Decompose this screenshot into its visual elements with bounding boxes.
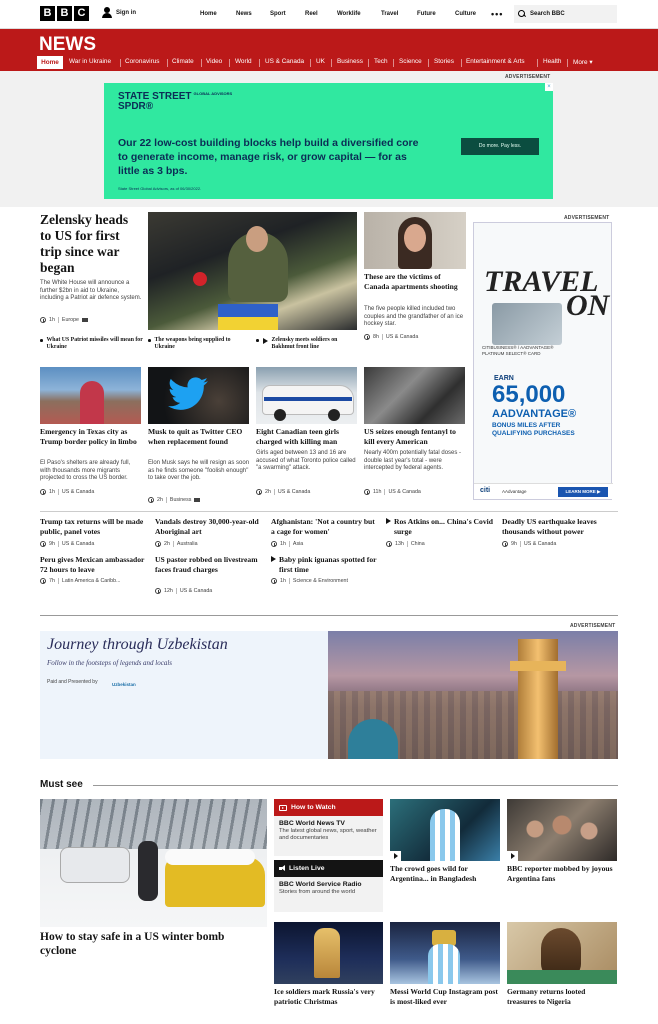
clock-icon bbox=[155, 541, 161, 547]
image-flag bbox=[218, 304, 278, 330]
ad-card-line: PLATINUM SELECT® CARD bbox=[482, 351, 541, 356]
lead-bullet-link[interactable] bbox=[148, 337, 252, 351]
row3-headline[interactable]: Deadly US earthquake leaves thousands without power bbox=[502, 517, 597, 536]
twitter-image[interactable] bbox=[148, 367, 249, 424]
section-tab-climate[interactable]: Climate bbox=[172, 58, 194, 65]
story-time: 2h bbox=[265, 489, 271, 495]
lead-bullet-link[interactable] bbox=[256, 337, 360, 351]
canada-victim-image[interactable] bbox=[364, 212, 466, 269]
section-tab-uk[interactable]: UK bbox=[316, 58, 325, 65]
must-see-headline[interactable]: BBC reporter mobbed by joyous Argentina fans bbox=[507, 864, 613, 883]
play-icon bbox=[394, 853, 398, 859]
section-tab-entertainment-arts[interactable]: Entertainment & Arts bbox=[466, 58, 525, 65]
top-nav-culture[interactable]: Culture bbox=[455, 11, 476, 17]
clock-icon bbox=[40, 489, 46, 495]
panel-title: BBC World News TV bbox=[279, 820, 345, 827]
section-separator bbox=[368, 59, 369, 67]
twitter-bird-icon bbox=[168, 377, 208, 411]
row3-headline[interactable]: Peru gives Mexican ambassador 72 hours to leave bbox=[40, 555, 145, 574]
story-time: 1h bbox=[49, 317, 55, 323]
clock-icon bbox=[155, 588, 161, 594]
section-tab-health[interactable]: Health bbox=[543, 58, 562, 65]
uzbekistan-logo: Uzbekistan bbox=[112, 682, 136, 687]
meta-divider bbox=[384, 489, 385, 495]
bbc-reporter-image[interactable] bbox=[507, 799, 617, 861]
meta-divider bbox=[58, 489, 59, 495]
row3-meta bbox=[271, 541, 303, 547]
section-separator bbox=[259, 59, 260, 67]
citi-logo: citi bbox=[480, 487, 491, 494]
video-badge bbox=[390, 851, 401, 861]
bullet-text: What US Patriot missiles will mean for Ukraine bbox=[46, 337, 143, 350]
story-time: 2h bbox=[157, 497, 163, 503]
image-wheel bbox=[274, 409, 286, 421]
news-logo[interactable]: NEWS bbox=[39, 34, 96, 55]
story-tag[interactable]: Science & Environment bbox=[292, 578, 348, 584]
section-separator bbox=[461, 59, 462, 67]
aa-logo: AAdvantage bbox=[502, 489, 527, 494]
row3-meta bbox=[386, 541, 425, 547]
bbc-top-bar bbox=[0, 0, 658, 29]
play-icon bbox=[263, 338, 268, 344]
clock-icon bbox=[271, 578, 277, 584]
story-time: 8h bbox=[373, 334, 379, 340]
row2-summary: Elon Musk says he will resign as soon as he finds someone "foolish enough" to take over the job. bbox=[148, 460, 250, 482]
section-separator bbox=[310, 59, 311, 67]
uz-ad-title: Journey through Uzbekistan bbox=[47, 636, 228, 653]
ad-brand-small: GLOBAL ADVISORS bbox=[193, 91, 233, 96]
row2-headline[interactable]: Musk to quit as Twitter CEO when replacement found bbox=[148, 427, 243, 446]
lead-bullet-link[interactable] bbox=[40, 337, 144, 351]
row2-meta bbox=[364, 489, 421, 495]
section-separator bbox=[201, 59, 202, 67]
headline-text: Ros Atkins on... China's Covid surge bbox=[394, 517, 493, 536]
section-nav bbox=[0, 56, 658, 71]
listen-live-header[interactable] bbox=[274, 860, 383, 877]
meta-divider bbox=[58, 578, 59, 584]
meta-divider bbox=[173, 541, 174, 547]
section-separator bbox=[167, 59, 168, 67]
row2-headline[interactable]: Emergency in Texas city as Trump border policy in limbo bbox=[40, 427, 137, 446]
search-icon bbox=[518, 10, 526, 18]
bangladesh-fans-image[interactable] bbox=[390, 799, 500, 861]
ad-label: ADVERTISEMENT bbox=[505, 74, 551, 80]
must-see-headline[interactable]: Messi World Cup Instagram post is most-liked ever bbox=[390, 987, 498, 1006]
story-tag[interactable]: Europe bbox=[61, 317, 79, 323]
ad-bonus: BONUS MILES AFTER QUALIFYING PURCHASES bbox=[492, 422, 575, 437]
clock-icon bbox=[271, 541, 277, 547]
divider bbox=[40, 511, 618, 512]
ad-miles: 65,000 bbox=[492, 381, 566, 408]
meta-divider bbox=[289, 541, 290, 547]
story-tag[interactable]: US & Canada bbox=[277, 489, 311, 495]
image-minaret bbox=[518, 639, 558, 759]
image-person bbox=[138, 841, 158, 901]
more-menu-button[interactable]: ••• bbox=[491, 9, 504, 19]
play-icon bbox=[386, 518, 391, 524]
section-separator bbox=[331, 59, 332, 67]
story-tag[interactable]: US & Canada bbox=[523, 541, 557, 547]
uzbekistan-ad[interactable] bbox=[40, 631, 618, 759]
logo-letter: B bbox=[57, 6, 72, 21]
lead-meta bbox=[40, 317, 88, 323]
ad-brand-spdr: SPDR® bbox=[118, 101, 154, 112]
uz-ad-paid: Paid and Presented by bbox=[47, 679, 98, 685]
clock-icon bbox=[502, 541, 508, 547]
panel-title: BBC World Service Radio bbox=[279, 881, 362, 888]
story-tag[interactable]: China bbox=[410, 541, 425, 547]
ad-close-icon[interactable]: × bbox=[545, 83, 553, 91]
must-see-title: Must see bbox=[40, 779, 83, 790]
el-paso-image[interactable] bbox=[40, 367, 141, 424]
ad-on-text: ON bbox=[566, 289, 610, 322]
clock-icon bbox=[364, 489, 370, 495]
image-ice-statue bbox=[314, 928, 340, 978]
story-tag[interactable]: Asia bbox=[292, 541, 304, 547]
winter-storm-image[interactable] bbox=[40, 799, 267, 927]
story-time: 1h bbox=[49, 489, 55, 495]
section-separator bbox=[229, 59, 230, 67]
top-nav-home[interactable]: Home bbox=[200, 11, 217, 17]
image-wheel bbox=[328, 409, 340, 421]
row2-meta bbox=[256, 489, 310, 495]
image-microphone bbox=[193, 272, 207, 286]
clock-icon bbox=[386, 541, 392, 547]
clock-icon bbox=[256, 489, 262, 495]
top-nav-reel[interactable]: Reel bbox=[305, 11, 318, 17]
top-nav-sport[interactable]: Sport bbox=[270, 11, 286, 17]
state-street-ad[interactable] bbox=[104, 83, 553, 199]
section-separator bbox=[567, 59, 568, 67]
section-tab-science[interactable]: Science bbox=[399, 58, 422, 65]
story-tag[interactable]: US & Canada bbox=[61, 541, 95, 547]
sign-in-link[interactable] bbox=[102, 7, 136, 18]
image-minaret-top bbox=[510, 661, 566, 671]
meta-divider bbox=[166, 497, 167, 503]
clock-icon bbox=[364, 334, 370, 340]
panel-head-label: Listen Live bbox=[289, 865, 325, 872]
story-time: 9h bbox=[511, 541, 517, 547]
ad-cta-button[interactable]: Do more. Pay less. bbox=[461, 138, 539, 155]
must-see-headline[interactable]: Ice soldiers mark Russia's very patriotic Christmas bbox=[274, 987, 375, 1006]
canada-summary: The five people killed included two couples and the grandfather of an ice hockey star. bbox=[364, 306, 464, 328]
row3-headline[interactable]: Trump tax returns will be made public, panel votes bbox=[40, 517, 144, 536]
clock-icon bbox=[40, 317, 46, 323]
uz-ad-subtitle: Follow in the footsteps of legends and locals bbox=[47, 659, 173, 667]
story-tag[interactable]: Latin America & Caribb... bbox=[61, 578, 121, 584]
toronto-police-image[interactable] bbox=[256, 367, 357, 424]
section-tab-war-in-ukraine[interactable]: War in Ukraine bbox=[69, 58, 112, 65]
section-tab-us-canada[interactable]: US & Canada bbox=[265, 58, 305, 65]
row2-summary: Girls aged between 13 and 16 are accused of what Toronto police called "a swarming" attack. bbox=[256, 450, 356, 472]
image-argentina-shirt bbox=[430, 809, 460, 861]
credit-card-image bbox=[492, 303, 562, 345]
story-time: 2h bbox=[164, 541, 170, 547]
tv-icon bbox=[279, 805, 287, 811]
row3-video-headline[interactable] bbox=[386, 517, 494, 536]
panel-head-label: How to Watch bbox=[291, 804, 336, 811]
ad-brand: STATE STREET bbox=[118, 91, 192, 102]
story-time: 12h bbox=[164, 588, 173, 594]
panel-subtitle: Stories from around the world bbox=[279, 889, 356, 895]
row2-headline[interactable]: US seizes enough fentanyl to kill every American bbox=[364, 427, 456, 446]
section-separator bbox=[428, 59, 429, 67]
section-tab-business[interactable]: Business bbox=[337, 58, 363, 65]
row3-headline[interactable]: Afghanistan: 'Not a country but a cage for women' bbox=[271, 517, 375, 536]
messi-image[interactable] bbox=[390, 922, 500, 984]
clock-icon bbox=[40, 541, 46, 547]
section-tab-tech[interactable]: Tech bbox=[374, 58, 388, 65]
image-car-stripe bbox=[264, 397, 352, 401]
section-tab-world[interactable]: World bbox=[235, 58, 252, 65]
story-tag[interactable]: US & Canada bbox=[179, 588, 213, 594]
story-time: 7h bbox=[49, 578, 55, 584]
image-snow-roof bbox=[165, 849, 255, 865]
row3-meta bbox=[40, 541, 94, 547]
panel-subtitle: The latest global news, sport, weather and documentaries bbox=[279, 828, 377, 842]
lead-headline[interactable]: Zelensky heads to US for first trip since war began bbox=[40, 212, 129, 275]
meta-divider bbox=[289, 578, 290, 584]
meta-divider bbox=[58, 541, 59, 547]
clock-icon bbox=[148, 497, 154, 503]
logo-letter: C bbox=[74, 6, 89, 21]
user-icon bbox=[102, 7, 112, 18]
image-face bbox=[246, 226, 268, 252]
top-nav-worklife[interactable]: Worklife bbox=[337, 11, 361, 17]
logo-letter: B bbox=[40, 6, 55, 21]
bullet-text: The weapons being supplied to Ukraine bbox=[154, 337, 231, 350]
ad-card-line: CITIBUSINESS® / AADVANTAGE® bbox=[482, 345, 554, 350]
image-argentina-shirt bbox=[428, 944, 460, 984]
video-badge bbox=[507, 851, 518, 861]
must-see-main-headline[interactable]: How to stay safe in a US winter bomb cyclone bbox=[40, 931, 225, 957]
meta-divider bbox=[58, 317, 59, 323]
story-time: 1h bbox=[280, 578, 286, 584]
listen-live-panel[interactable] bbox=[274, 877, 383, 912]
row3-meta bbox=[271, 578, 348, 584]
must-see-headline[interactable]: Germany returns looted treasures to Nigeria bbox=[507, 987, 586, 1006]
ad-footer bbox=[474, 483, 613, 499]
how-to-watch-header[interactable] bbox=[274, 799, 383, 816]
canada-headline[interactable]: These are the victims of Canada apartments shooting bbox=[364, 272, 458, 291]
row2-headline[interactable]: Eight Canadian teen girls charged with killing man bbox=[256, 427, 339, 446]
how-to-watch-panel[interactable] bbox=[274, 816, 383, 856]
ad-label: ADVERTISEMENT bbox=[570, 623, 616, 629]
section-separator bbox=[537, 59, 538, 67]
lead-summary: The White House will announce a further $2bn in aid to Ukraine, including a Patriot air defence system. bbox=[40, 280, 142, 302]
story-tag[interactable]: Australia bbox=[176, 541, 198, 547]
section-separator bbox=[393, 59, 394, 67]
story-tag[interactable]: US & Canada bbox=[61, 489, 95, 495]
section-tab-home[interactable]: Home bbox=[37, 56, 63, 71]
story-time: 9h bbox=[49, 541, 55, 547]
meta-divider bbox=[520, 541, 521, 547]
row3-meta bbox=[155, 541, 198, 547]
image-cloth bbox=[507, 970, 617, 984]
ad-earn: EARN bbox=[494, 375, 514, 382]
divider bbox=[93, 785, 618, 786]
meta-divider bbox=[407, 541, 408, 547]
canada-meta bbox=[364, 334, 418, 340]
top-nav-future[interactable]: Future bbox=[417, 11, 436, 17]
row3-meta bbox=[40, 578, 121, 584]
bullet-text: Zelensky meets soldiers on Bakhmut front line bbox=[271, 337, 338, 350]
row2-summary: El Paso's shelters are already full, with thousands more migrants projected to cross the US border. bbox=[40, 460, 131, 482]
row3-meta bbox=[155, 588, 212, 594]
ad-learn-more-button[interactable]: LEARN MORE ▶ bbox=[558, 487, 608, 497]
top-nav-news[interactable]: News bbox=[236, 11, 252, 17]
story-time: 13h bbox=[395, 541, 404, 547]
section-tab-coronavirus[interactable]: Coronavirus bbox=[125, 58, 160, 65]
row2-meta bbox=[40, 489, 94, 495]
top-nav-travel[interactable]: Travel bbox=[381, 11, 399, 17]
samarkand-image bbox=[328, 631, 618, 759]
row3-meta bbox=[502, 541, 556, 547]
row2-summary: Nearly 400m potentially fatal doses - double last year's total - were intercepted by federal agents. bbox=[364, 450, 462, 472]
sign-in-label: Sign in bbox=[116, 9, 136, 16]
story-tag[interactable]: US & Canada bbox=[385, 334, 419, 340]
image-face bbox=[404, 224, 426, 252]
play-icon bbox=[511, 853, 515, 859]
search-placeholder: Search BBC bbox=[530, 11, 565, 17]
ad-travel-text: TRAVEL bbox=[484, 265, 599, 298]
story-tag[interactable]: US & Canada bbox=[388, 489, 421, 495]
section-tab-stories[interactable]: Stories bbox=[434, 58, 454, 65]
story-tag[interactable]: Business bbox=[169, 497, 192, 503]
ice-soldiers-image[interactable] bbox=[274, 922, 383, 984]
bbc-logo[interactable] bbox=[40, 6, 89, 21]
ad-headline: Our 22 low-cost building blocks help build a diversified core to generate income, manage risk, or grow capital — for as little as 3 bps. bbox=[118, 137, 419, 177]
clock-icon bbox=[40, 578, 46, 584]
benin-bronze-image[interactable] bbox=[507, 922, 617, 984]
meta-divider bbox=[382, 334, 383, 340]
citi-aadvantage-ad[interactable] bbox=[473, 222, 612, 500]
state-street-logo bbox=[118, 92, 232, 112]
image-crowd bbox=[517, 809, 607, 849]
story-time: 11h bbox=[373, 489, 382, 495]
speaker-icon bbox=[279, 865, 285, 872]
fentanyl-image[interactable] bbox=[364, 367, 465, 424]
section-tab-more[interactable]: More ▾ bbox=[573, 59, 593, 66]
row3-headline[interactable]: Vandals destroy 30,000-year-old Aboriginal art bbox=[155, 517, 259, 536]
row3-headline[interactable]: US pastor robbed on livestream faces fraud charges bbox=[155, 555, 258, 574]
story-time: 1h bbox=[280, 541, 286, 547]
ad-fine-print: State Street Global Advisors, as of 06/30/2022. bbox=[118, 186, 202, 191]
row2-meta bbox=[148, 497, 200, 503]
play-icon bbox=[271, 556, 276, 562]
section-tab-video[interactable]: Video bbox=[206, 58, 223, 65]
ad-aadvantage: AADVANTAGE® bbox=[492, 408, 577, 420]
image-car bbox=[60, 847, 130, 883]
live-chat-icon bbox=[82, 318, 88, 322]
meta-divider bbox=[274, 489, 275, 495]
section-separator bbox=[120, 59, 121, 67]
image-figure bbox=[80, 381, 104, 424]
divider bbox=[40, 615, 618, 616]
headline-text: Baby pink iguanas spotted for first time bbox=[279, 555, 377, 574]
zelensky-image[interactable] bbox=[148, 212, 357, 330]
must-see-headline[interactable]: The crowd goes wild for Argentina... in Bangladesh bbox=[390, 864, 477, 883]
ad-card-text bbox=[482, 345, 553, 357]
search-box[interactable] bbox=[514, 5, 617, 23]
meta-divider bbox=[176, 588, 177, 594]
row3-video-headline[interactable] bbox=[271, 555, 379, 574]
ad-label: ADVERTISEMENT bbox=[564, 215, 610, 221]
live-chat-icon bbox=[194, 498, 200, 502]
